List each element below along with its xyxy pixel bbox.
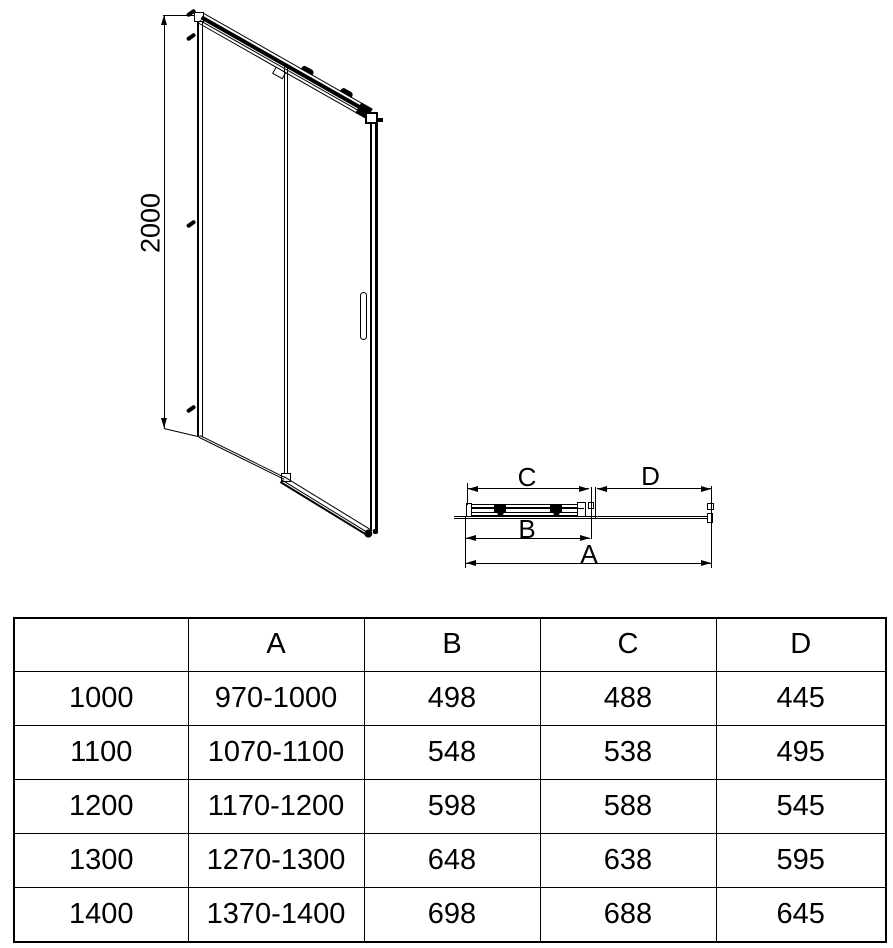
- dim-d-arrow-right: [701, 486, 711, 492]
- bottom-rail-midline: [281, 479, 370, 534]
- header-cell-b: B: [364, 618, 540, 671]
- dim-c-arrow-right: [579, 486, 589, 492]
- dim-d-label: D: [641, 461, 660, 491]
- height-dim-arrow-top: [161, 15, 167, 25]
- cell-c: 538: [540, 725, 716, 779]
- dim-b-arrow-left: [466, 535, 476, 541]
- dim-a-arrow-left: [466, 560, 476, 566]
- header-cell-d: D: [716, 618, 886, 671]
- left-profile-inner-line: [202, 21, 204, 437]
- wall-bracket-tick-3: [186, 219, 196, 228]
- header-cell-size: [14, 618, 188, 671]
- ext-line-a-right: [711, 486, 712, 568]
- dim-d-arrow-left: [597, 486, 607, 492]
- slide-panel-edge-line-2: [287, 64, 288, 474]
- ext-line-d-left: [595, 487, 596, 518]
- door-handle: [360, 292, 367, 340]
- cell-d: 595: [716, 833, 886, 887]
- wall-bracket-tick-2: [186, 32, 196, 41]
- header-cell-c: C: [540, 618, 716, 671]
- wall-bracket-tick-4: [186, 404, 196, 413]
- height-dim-arrow-bottom: [161, 418, 167, 428]
- bottom-rail: [280, 476, 372, 536]
- dim-b-label: B: [518, 513, 536, 544]
- plan-roller-2: [550, 505, 562, 512]
- cell-d: 495: [716, 725, 886, 779]
- table-row: [14, 833, 886, 887]
- cell-size: 1100: [14, 725, 188, 779]
- size-table: [13, 617, 887, 943]
- right-profile-foot: [373, 529, 378, 534]
- cell-a: 1070-1100: [188, 725, 364, 779]
- cell-c: 488: [540, 671, 716, 725]
- top-rail-stripe: [201, 15, 371, 114]
- bottom-rail-bottomline: [280, 481, 370, 537]
- plan-roller-1: [494, 505, 506, 512]
- top-rail: [199, 13, 373, 118]
- right-profile-inner-line: [370, 123, 372, 531]
- table-row: [14, 887, 886, 942]
- cell-a: 1370-1400: [188, 887, 364, 942]
- size-table-header-row: [14, 618, 886, 671]
- left-profile-outer-line: [197, 21, 199, 436]
- header-cell-a: A: [188, 618, 364, 671]
- plan-antijump-line: [578, 508, 584, 509]
- cell-a: 970-1000: [188, 671, 364, 725]
- cell-b: 698: [364, 887, 540, 942]
- plan-rail-stripe: [467, 507, 586, 509]
- cell-d: 645: [716, 887, 886, 942]
- cell-size: 1300: [14, 833, 188, 887]
- right-profile-outer-line: [375, 123, 378, 533]
- right-profile-nub: [378, 118, 384, 122]
- cell-c: 588: [540, 779, 716, 833]
- plan-antijump-block: [577, 502, 586, 517]
- slide-panel-edge-line-1: [284, 64, 285, 474]
- height-dim-label: 2000: [135, 192, 166, 254]
- cell-b: 498: [364, 671, 540, 725]
- height-dim-ext-bottom: [164, 428, 200, 438]
- cell-d: 445: [716, 671, 886, 725]
- cell-d: 545: [716, 779, 886, 833]
- table-row: [14, 779, 886, 833]
- cell-b: 548: [364, 725, 540, 779]
- cell-a: 1170-1200: [188, 779, 364, 833]
- table-row: [14, 671, 886, 725]
- fixed-panel-bottom-edge: [198, 435, 284, 480]
- cell-size: 1200: [14, 779, 188, 833]
- cell-c: 688: [540, 887, 716, 942]
- dim-c-arrow-left: [468, 486, 478, 492]
- dim-c-label: C: [517, 461, 537, 492]
- cell-b: 648: [364, 833, 540, 887]
- dim-a-label: A: [580, 538, 598, 569]
- cell-size: 1000: [14, 671, 188, 725]
- cell-b: 598: [364, 779, 540, 833]
- dim-a-arrow-right: [701, 560, 711, 566]
- table-row: [14, 725, 886, 779]
- plan-rail-left-cap: [466, 503, 472, 516]
- cell-a: 1270-1300: [188, 833, 364, 887]
- cell-size: 1400: [14, 887, 188, 942]
- ext-line-cb-right: [591, 487, 592, 539]
- cell-c: 638: [540, 833, 716, 887]
